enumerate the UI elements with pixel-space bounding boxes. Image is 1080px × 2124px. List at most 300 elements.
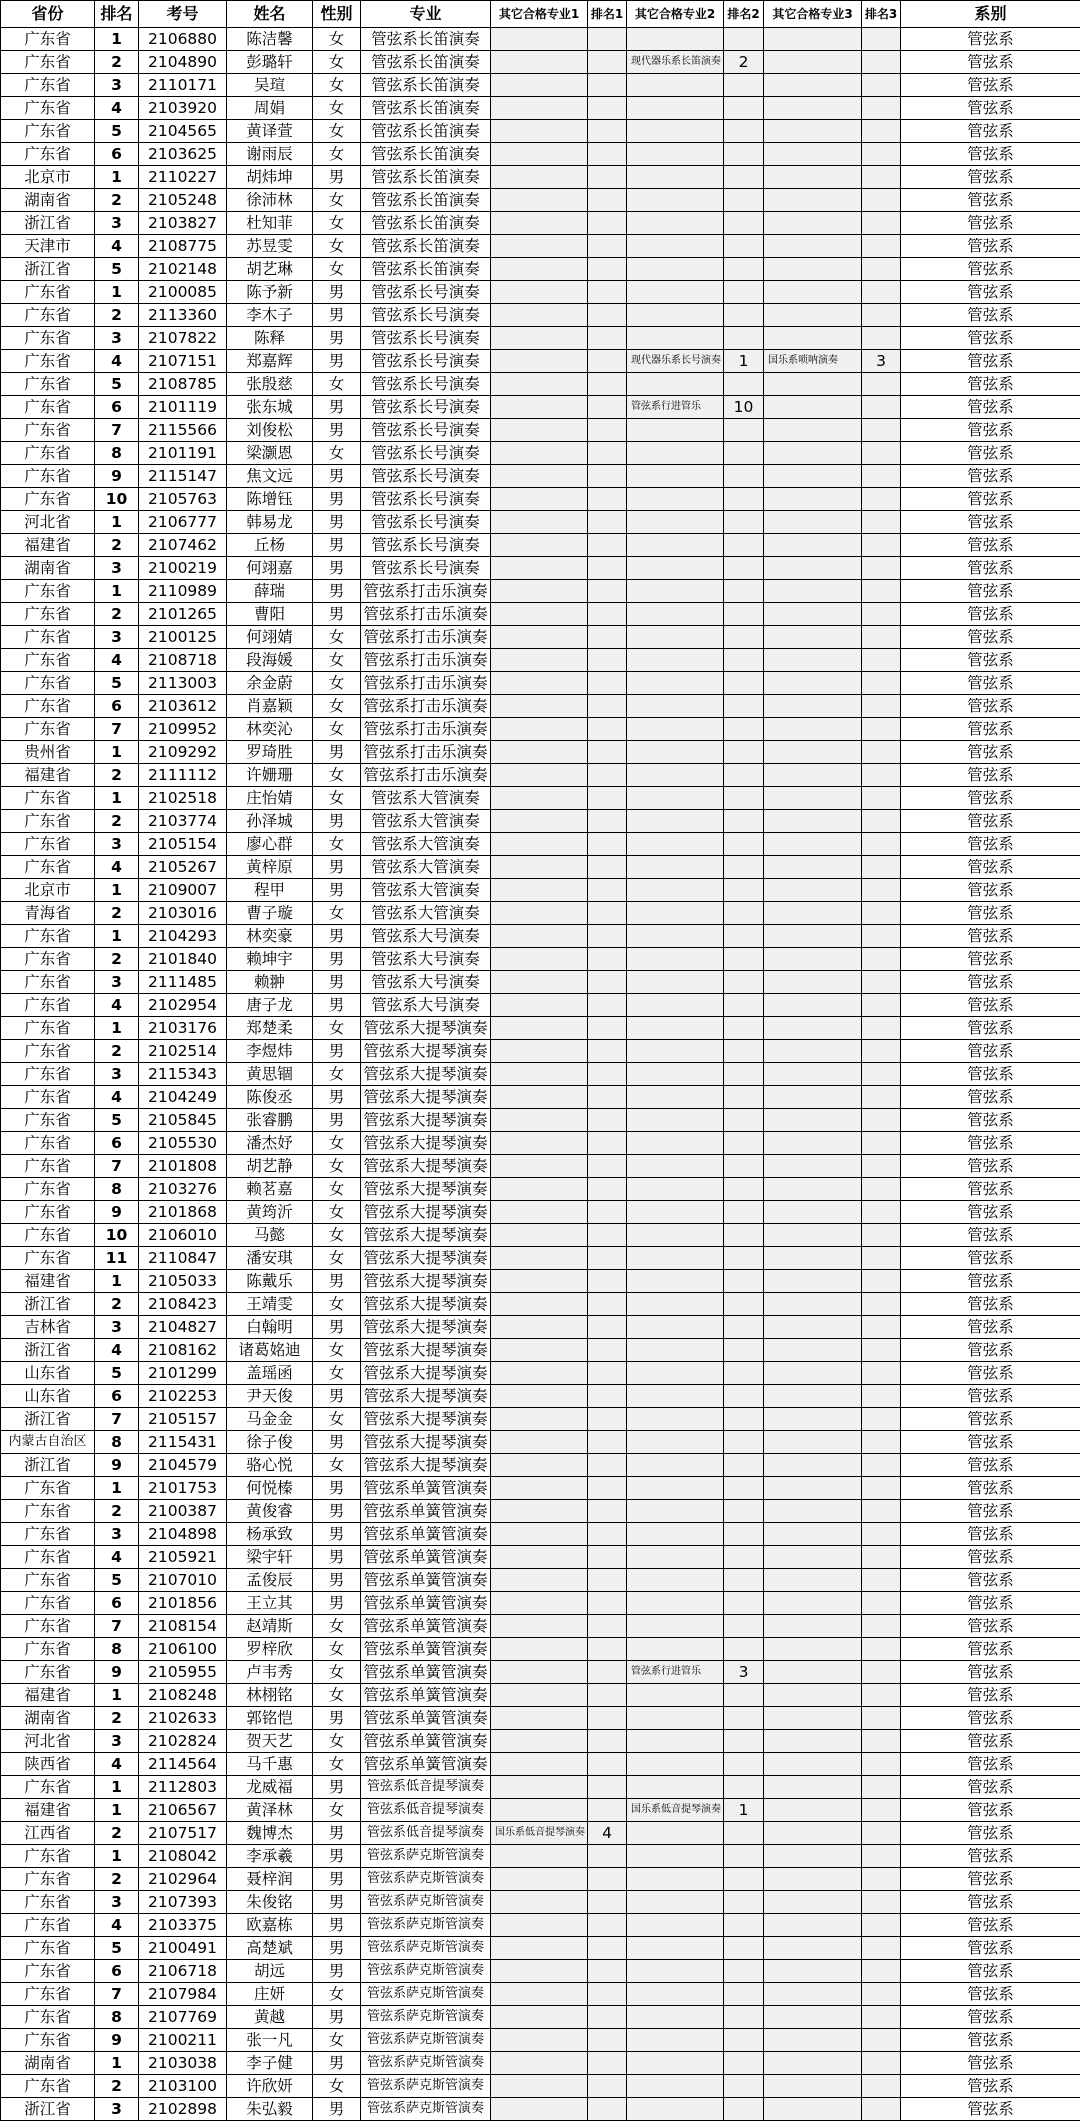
- cell-other-major-1: [491, 1477, 588, 1500]
- cell-exam-number: 2106718: [139, 1960, 227, 1983]
- table-row: [1, 902, 1080, 925]
- cell-rank-2: [724, 2029, 764, 2052]
- cell-major: 管弦系大提琴演奏: [361, 1385, 491, 1408]
- cell-rank: 9: [95, 1201, 139, 1224]
- cell-province: 广东省: [1, 281, 95, 304]
- cell-other-major-3: [764, 304, 862, 327]
- cell-exam-number: 2108154: [139, 1615, 227, 1638]
- cell-exam-number: 2103375: [139, 1914, 227, 1937]
- cell-other-major-1: [491, 718, 588, 741]
- cell-department: 管弦系: [901, 488, 1080, 511]
- cell-rank: 11: [95, 1247, 139, 1270]
- cell-rank: 3: [95, 557, 139, 580]
- cell-department: 管弦系: [901, 396, 1080, 419]
- cell-name: 赖茗嘉: [227, 1178, 313, 1201]
- cell-other-major-2: [627, 2098, 724, 2121]
- cell-other-major-2: [627, 1431, 724, 1454]
- cell-rank: 1: [95, 741, 139, 764]
- cell-gender: 女: [313, 2075, 361, 2098]
- cell-rank-3: [862, 258, 901, 281]
- cell-exam-number: 2110227: [139, 166, 227, 189]
- cell-major: 管弦系打击乐演奏: [361, 764, 491, 787]
- cell-rank-3: [862, 1569, 901, 1592]
- cell-province: 广东省: [1, 373, 95, 396]
- cell-rank-1: [588, 925, 627, 948]
- cell-rank-3: [862, 1109, 901, 1132]
- cell-rank-2: [724, 1937, 764, 1960]
- cell-major: 管弦系打击乐演奏: [361, 603, 491, 626]
- cell-department: 管弦系: [901, 879, 1080, 902]
- cell-name: 梁灏恩: [227, 442, 313, 465]
- cell-name: 黄俊睿: [227, 1500, 313, 1523]
- cell-exam-number: 2102898: [139, 2098, 227, 2121]
- cell-rank-1: [588, 51, 627, 74]
- cell-rank-2: [724, 1868, 764, 1891]
- cell-gender: 男: [313, 603, 361, 626]
- cell-other-major-1: [491, 465, 588, 488]
- cell-department: 管弦系: [901, 1155, 1080, 1178]
- cell-province: 广东省: [1, 833, 95, 856]
- cell-rank: 8: [95, 2006, 139, 2029]
- cell-rank-2: [724, 810, 764, 833]
- cell-rank-1: [588, 1454, 627, 1477]
- cell-exam-number: 2111485: [139, 971, 227, 994]
- cell-rank-3: [862, 488, 901, 511]
- cell-other-major-1: [491, 74, 588, 97]
- cell-rank-2: [724, 281, 764, 304]
- cell-exam-number: 2100125: [139, 626, 227, 649]
- cell-other-major-2: [627, 1569, 724, 1592]
- cell-other-major-3: [764, 1546, 862, 1569]
- cell-other-major-2: [627, 1178, 724, 1201]
- cell-name: 韩易龙: [227, 511, 313, 534]
- cell-other-major-3: [764, 557, 862, 580]
- cell-province: 广东省: [1, 649, 95, 672]
- table-row: [1, 1546, 1080, 1569]
- cell-rank-3: [862, 143, 901, 166]
- cell-rank-1: [588, 120, 627, 143]
- cell-rank-2: [724, 465, 764, 488]
- cell-rank: 2: [95, 1500, 139, 1523]
- header-other-major-3: 其它合格专业3: [764, 1, 862, 28]
- cell-other-major-3: [764, 1891, 862, 1914]
- cell-rank-3: [862, 1017, 901, 1040]
- cell-rank-3: [862, 1500, 901, 1523]
- cell-other-major-1: [491, 626, 588, 649]
- cell-province: 福建省: [1, 764, 95, 787]
- table-row: [1, 1753, 1080, 1776]
- cell-department: 管弦系: [901, 74, 1080, 97]
- cell-department: 管弦系: [901, 51, 1080, 74]
- table-row: [1, 1638, 1080, 1661]
- cell-province: 广东省: [1, 672, 95, 695]
- cell-exam-number: 2106880: [139, 28, 227, 51]
- cell-name: 庄妍: [227, 1983, 313, 2006]
- cell-exam-number: 2102954: [139, 994, 227, 1017]
- cell-rank-3: [862, 1316, 901, 1339]
- cell-department: 管弦系: [901, 1592, 1080, 1615]
- cell-name: 杨承致: [227, 1523, 313, 1546]
- cell-rank-3: [862, 1661, 901, 1684]
- table-row: [1, 120, 1080, 143]
- cell-other-major-1: [491, 1224, 588, 1247]
- cell-department: 管弦系: [901, 1270, 1080, 1293]
- cell-rank-3: [862, 2029, 901, 2052]
- cell-rank-2: [724, 1224, 764, 1247]
- cell-gender: 男: [313, 879, 361, 902]
- cell-province: 山东省: [1, 1385, 95, 1408]
- cell-province: 福建省: [1, 1684, 95, 1707]
- cell-name: 马懿: [227, 1224, 313, 1247]
- cell-exam-number: 2108423: [139, 1293, 227, 1316]
- cell-department: 管弦系: [901, 350, 1080, 373]
- cell-exam-number: 2100219: [139, 557, 227, 580]
- cell-rank-1: [588, 304, 627, 327]
- cell-rank-2: [724, 718, 764, 741]
- table-row: [1, 833, 1080, 856]
- cell-gender: 女: [313, 1408, 361, 1431]
- table-row: [1, 189, 1080, 212]
- cell-gender: 男: [313, 1891, 361, 1914]
- table-row: [1, 1914, 1080, 1937]
- cell-other-major-2: [627, 1293, 724, 1316]
- cell-name: 赖翀: [227, 971, 313, 994]
- cell-exam-number: 2101299: [139, 1362, 227, 1385]
- cell-major: 管弦系大管演奏: [361, 856, 491, 879]
- cell-rank-3: [862, 1753, 901, 1776]
- cell-other-major-2: [627, 1040, 724, 1063]
- cell-province: 广东省: [1, 603, 95, 626]
- table-row: [1, 1040, 1080, 1063]
- cell-rank-2: [724, 1914, 764, 1937]
- cell-gender: 男: [313, 856, 361, 879]
- cell-rank: 1: [95, 511, 139, 534]
- cell-name: 谢雨辰: [227, 143, 313, 166]
- cell-exam-number: 2111112: [139, 764, 227, 787]
- cell-gender: 女: [313, 1339, 361, 1362]
- cell-department: 管弦系: [901, 810, 1080, 833]
- cell-gender: 女: [313, 649, 361, 672]
- cell-name: 郑嘉辉: [227, 350, 313, 373]
- table-row: [1, 465, 1080, 488]
- cell-rank-3: [862, 833, 901, 856]
- cell-other-major-1: [491, 1983, 588, 2006]
- cell-rank-3: [862, 557, 901, 580]
- cell-gender: 女: [313, 1983, 361, 2006]
- cell-rank-1: [588, 97, 627, 120]
- cell-province: 浙江省: [1, 258, 95, 281]
- table-row: [1, 1293, 1080, 1316]
- cell-rank-1: [588, 465, 627, 488]
- cell-exam-number: 2115147: [139, 465, 227, 488]
- cell-rank-2: [724, 1454, 764, 1477]
- cell-other-major-2: [627, 97, 724, 120]
- cell-rank-3: [862, 1592, 901, 1615]
- table-row: [1, 718, 1080, 741]
- cell-other-major-2: [627, 442, 724, 465]
- cell-rank-2: [724, 1960, 764, 1983]
- cell-other-major-1: [491, 1270, 588, 1293]
- cell-rank-1: [588, 856, 627, 879]
- cell-rank-2: [724, 1730, 764, 1753]
- cell-rank: 3: [95, 2098, 139, 2121]
- cell-rank-2: [724, 304, 764, 327]
- cell-province: 广东省: [1, 810, 95, 833]
- cell-name: 潘安琪: [227, 1247, 313, 1270]
- cell-other-major-3: [764, 1960, 862, 1983]
- cell-gender: 女: [313, 212, 361, 235]
- cell-other-major-2: [627, 258, 724, 281]
- cell-rank: 7: [95, 419, 139, 442]
- cell-major: 管弦系单簧管演奏: [361, 1477, 491, 1500]
- cell-name: 黄思锢: [227, 1063, 313, 1086]
- cell-other-major-2: [627, 28, 724, 51]
- cell-other-major-1: [491, 1592, 588, 1615]
- cell-rank-3: [862, 97, 901, 120]
- cell-gender: 男: [313, 2098, 361, 2121]
- cell-province: 北京市: [1, 879, 95, 902]
- cell-other-major-1: [491, 1385, 588, 1408]
- cell-other-major-3: [764, 143, 862, 166]
- cell-other-major-2: [627, 1753, 724, 1776]
- cell-other-major-1: [491, 120, 588, 143]
- cell-other-major-1: [491, 902, 588, 925]
- cell-rank-1: [588, 833, 627, 856]
- cell-rank-1: [588, 649, 627, 672]
- cell-name: 卢韦秀: [227, 1661, 313, 1684]
- cell-rank-3: [862, 1937, 901, 1960]
- cell-province: 广东省: [1, 1040, 95, 1063]
- cell-rank: 4: [95, 235, 139, 258]
- cell-rank-1: [588, 1040, 627, 1063]
- cell-rank-3: [862, 235, 901, 258]
- table-row: [1, 695, 1080, 718]
- header-major: 专业: [361, 1, 491, 28]
- cell-province: 广东省: [1, 1983, 95, 2006]
- cell-exam-number: 2109007: [139, 879, 227, 902]
- cell-province: 广东省: [1, 2075, 95, 2098]
- cell-department: 管弦系: [901, 1868, 1080, 1891]
- cell-other-major-3: [764, 373, 862, 396]
- cell-other-major-1: [491, 695, 588, 718]
- cell-major: 管弦系单簧管演奏: [361, 1730, 491, 1753]
- cell-gender: 女: [313, 120, 361, 143]
- cell-department: 管弦系: [901, 1615, 1080, 1638]
- cell-exam-number: 2101265: [139, 603, 227, 626]
- cell-province: 湖南省: [1, 557, 95, 580]
- cell-rank-3: [862, 580, 901, 603]
- cell-major: 管弦系大提琴演奏: [361, 1040, 491, 1063]
- cell-other-major-3: [764, 1500, 862, 1523]
- cell-gender: 男: [313, 1431, 361, 1454]
- cell-gender: 男: [313, 1040, 361, 1063]
- cell-other-major-1: [491, 2052, 588, 2075]
- cell-other-major-3: [764, 1937, 862, 1960]
- cell-rank-2: [724, 1477, 764, 1500]
- cell-department: 管弦系: [901, 626, 1080, 649]
- cell-rank-3: [862, 1224, 901, 1247]
- cell-other-major-2: [627, 1845, 724, 1868]
- cell-rank-3: [862, 603, 901, 626]
- cell-gender: 女: [313, 1155, 361, 1178]
- cell-province: 广东省: [1, 1914, 95, 1937]
- cell-province: 广东省: [1, 1063, 95, 1086]
- cell-rank-1: [588, 764, 627, 787]
- cell-other-major-3: [764, 1362, 862, 1385]
- cell-other-major-3: [764, 603, 862, 626]
- cell-other-major-3: [764, 1753, 862, 1776]
- cell-exam-number: 2103920: [139, 97, 227, 120]
- cell-other-major-2: 管弦系行进管乐: [627, 396, 724, 419]
- cell-rank-3: [862, 948, 901, 971]
- cell-other-major-3: [764, 534, 862, 557]
- cell-other-major-3: [764, 764, 862, 787]
- cell-rank-1: [588, 1799, 627, 1822]
- cell-major: 管弦系大提琴演奏: [361, 1109, 491, 1132]
- cell-other-major-2: [627, 764, 724, 787]
- cell-department: 管弦系: [901, 304, 1080, 327]
- cell-rank: 1: [95, 28, 139, 51]
- cell-other-major-2: [627, 833, 724, 856]
- table-row: [1, 1109, 1080, 1132]
- cell-name: 罗琦胜: [227, 741, 313, 764]
- cell-exam-number: 2101753: [139, 1477, 227, 1500]
- cell-rank-1: [588, 1730, 627, 1753]
- cell-other-major-2: [627, 1730, 724, 1753]
- cell-rank-3: [862, 741, 901, 764]
- cell-department: 管弦系: [901, 649, 1080, 672]
- cell-other-major-1: [491, 212, 588, 235]
- table-row: [1, 97, 1080, 120]
- cell-gender: 女: [313, 1454, 361, 1477]
- cell-other-major-3: [764, 1615, 862, 1638]
- cell-other-major-1: [491, 994, 588, 1017]
- cell-department: 管弦系: [901, 1132, 1080, 1155]
- cell-rank-3: [862, 902, 901, 925]
- cell-exam-number: 2110171: [139, 74, 227, 97]
- cell-exam-number: 2101119: [139, 396, 227, 419]
- cell-rank-1: [588, 948, 627, 971]
- cell-rank-3: [862, 810, 901, 833]
- cell-rank-2: [724, 672, 764, 695]
- cell-gender: 男: [313, 1500, 361, 1523]
- cell-rank-2: [724, 1983, 764, 2006]
- cell-rank: 1: [95, 1799, 139, 1822]
- table-row: [1, 304, 1080, 327]
- cell-exam-number: 2105530: [139, 1132, 227, 1155]
- cell-gender: 男: [313, 1477, 361, 1500]
- cell-exam-number: 2108785: [139, 373, 227, 396]
- cell-rank-3: [862, 1385, 901, 1408]
- cell-other-major-2: [627, 511, 724, 534]
- cell-other-major-2: [627, 1017, 724, 1040]
- cell-rank: 1: [95, 1684, 139, 1707]
- table-row: [1, 1592, 1080, 1615]
- cell-rank: 7: [95, 1615, 139, 1638]
- cell-major: 管弦系萨克斯管演奏: [361, 1845, 491, 1868]
- cell-gender: 男: [313, 327, 361, 350]
- cell-major: 管弦系长号演奏: [361, 304, 491, 327]
- cell-province: 广东省: [1, 856, 95, 879]
- cell-exam-number: 2109952: [139, 718, 227, 741]
- table-row: [1, 488, 1080, 511]
- cell-other-major-3: [764, 281, 862, 304]
- cell-other-major-3: [764, 1132, 862, 1155]
- table-row: [1, 1661, 1080, 1684]
- cell-name: 陈洁馨: [227, 28, 313, 51]
- cell-other-major-1: [491, 672, 588, 695]
- cell-rank-1: [588, 1385, 627, 1408]
- cell-gender: 女: [313, 1638, 361, 1661]
- cell-gender: 男: [313, 1707, 361, 1730]
- cell-other-major-3: [764, 1914, 862, 1937]
- cell-other-major-2: [627, 1983, 724, 2006]
- cell-other-major-1: [491, 1293, 588, 1316]
- cell-rank-1: [588, 396, 627, 419]
- cell-gender: 女: [313, 1615, 361, 1638]
- cell-major: 管弦系长号演奏: [361, 488, 491, 511]
- cell-other-major-3: [764, 120, 862, 143]
- cell-gender: 女: [313, 1730, 361, 1753]
- cell-other-major-1: [491, 649, 588, 672]
- cell-rank-3: [862, 1477, 901, 1500]
- cell-name: 诸葛姳迪: [227, 1339, 313, 1362]
- cell-rank-3: [862, 1178, 901, 1201]
- cell-major: 管弦系大号演奏: [361, 948, 491, 971]
- cell-province: 广东省: [1, 787, 95, 810]
- table-row: [1, 143, 1080, 166]
- cell-major: 管弦系长笛演奏: [361, 28, 491, 51]
- cell-rank: 4: [95, 856, 139, 879]
- cell-name: 肖嘉颖: [227, 695, 313, 718]
- table-row: [1, 971, 1080, 994]
- table-row: [1, 741, 1080, 764]
- cell-other-major-1: [491, 373, 588, 396]
- cell-exam-number: 2105248: [139, 189, 227, 212]
- table-row: [1, 1086, 1080, 1109]
- cell-exam-number: 2103176: [139, 1017, 227, 1040]
- cell-major: 管弦系大提琴演奏: [361, 1247, 491, 1270]
- table-row: [1, 1523, 1080, 1546]
- table-row: [1, 649, 1080, 672]
- cell-name: 朱弘毅: [227, 2098, 313, 2121]
- cell-major: 管弦系单簧管演奏: [361, 1615, 491, 1638]
- cell-major: 管弦系大号演奏: [361, 971, 491, 994]
- table-row: [1, 1500, 1080, 1523]
- cell-name: 胡艺琳: [227, 258, 313, 281]
- cell-province: 浙江省: [1, 1293, 95, 1316]
- cell-department: 管弦系: [901, 1201, 1080, 1224]
- cell-rank-2: [724, 1086, 764, 1109]
- cell-other-major-1: [491, 166, 588, 189]
- cell-rank: 1: [95, 1845, 139, 1868]
- cell-other-major-2: [627, 1155, 724, 1178]
- cell-rank-1: [588, 2029, 627, 2052]
- cell-other-major-2: [627, 1960, 724, 1983]
- cell-rank-3: [862, 1684, 901, 1707]
- cell-department: 管弦系: [901, 258, 1080, 281]
- cell-department: 管弦系: [901, 143, 1080, 166]
- cell-other-major-3: [764, 649, 862, 672]
- cell-exam-number: 2102253: [139, 1385, 227, 1408]
- cell-rank: 2: [95, 2075, 139, 2098]
- cell-other-major-2: [627, 1546, 724, 1569]
- cell-exam-number: 2103016: [139, 902, 227, 925]
- cell-rank-1: [588, 1362, 627, 1385]
- cell-major: 管弦系萨克斯管演奏: [361, 2098, 491, 2121]
- cell-other-major-1: [491, 1569, 588, 1592]
- cell-other-major-3: [764, 235, 862, 258]
